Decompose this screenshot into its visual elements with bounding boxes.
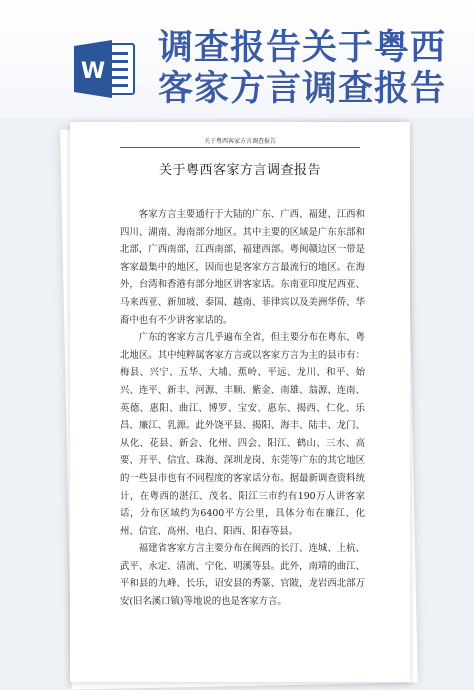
document-page [70,122,410,682]
word-icon [72,36,138,102]
header-rule [120,147,360,148]
banner-title [158,28,458,110]
paragraph: 广东的客家方言几乎遍布全省，但主要分布在粤东、粤北地区。其中纯粹属客家方言或以客家方言为主的县市有：梅县、兴宁、五华、大埔、蕉岭、平远、龙川、和平、始兴、连平、新丰、河源、丰顺、紫金、南雄、翁源、连南、英德、惠阳、曲江、博罗、宝安、惠东、揭西、仁化、乐昌、廉江、乳源。此外饶平县、揭阳、海丰、陆丰、龙门、从化、花县、新会、化州、四会、阳江、鹤山、三水、高要、开平、信宜、珠海、深圳龙岗、东莞等广东的其它地区的一些县市也有不同程度的客家话分布。据最新调查资料统计，在粤西的湛江、茂名、阳江三市约有190万人讲客家话，分布区域约为6400平方公里，具体分布在廉江、化州、信宜、高州、电白、阳西、阳春等县。 [120,332,365,537]
banner-title-line2: 客家方言调查报告 [158,69,447,109]
paragraph: 客家方言主要通行于大陆的广东、广西、福建、江西和四川、湖南、海南部分地区。其中主要的区域是广东东部和北部，广西南部，江西南部，福建西部。粤闽赣边区一带是客家最集中的地区，因而也是客家方言最流行的地区。在海外，台湾和香港有部分地区讲客家话。东南亚印度尼西亚、马来西亚、新加坡、泰国、越南、菲律宾以及美洲华侨、华裔中也有不少讲客家话的。 [120,209,365,326]
paragraph: 福建省客家方言主要分布在闽西的长汀、连城、上杭、武平、永定、清流、宁化、明溪等县。此外，南靖的曲江、平和县的九峰、长乐，诏安县的秀篆、官陂，龙岩西北部万安(旧名溪口镇)等地说的也是客家方言。 [120,543,365,608]
document-title: 关于粤西客家方言调查报告 [158,163,321,178]
running-head: 关于粤西客家方言调查报告 [203,138,276,145]
word-logo-letter: W [80,59,106,84]
banner-title-line1: 调查报告关于粤西 [158,28,447,68]
document-body [120,206,365,611]
banner [0,0,474,118]
